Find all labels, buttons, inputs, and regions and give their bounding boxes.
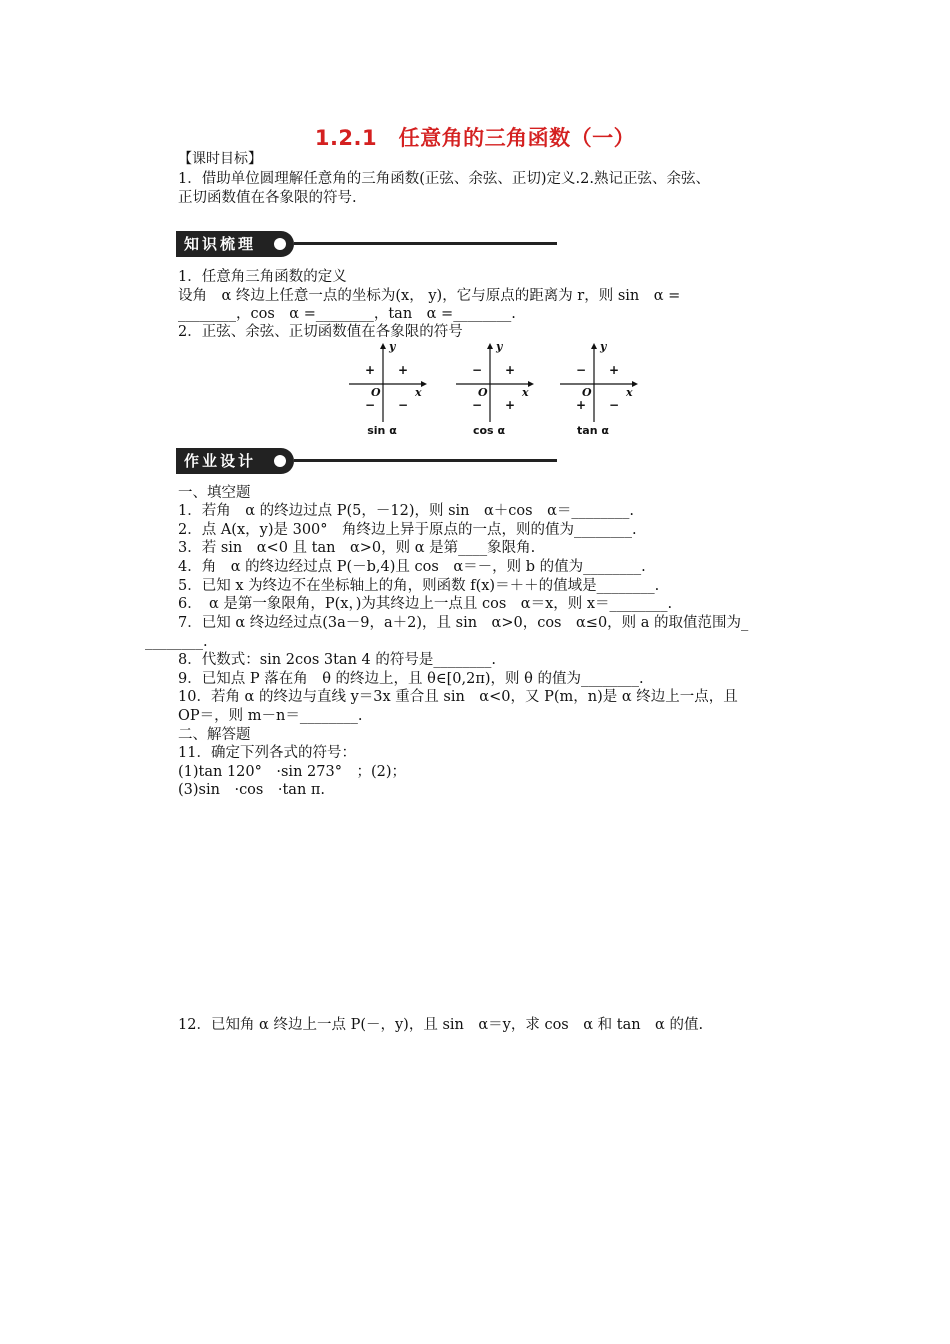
question-6: 6． α 是第一象限角，P(x，)为其终边上一点且 cos α＝x，则 x＝________. [178,596,673,612]
question-4: 4．角 α 的终边经过点 P(－b,4)且 cos α＝－，则 b 的值为________. [178,559,646,575]
page-title: 1.2.1 任意角的三角函数（一） [314,126,636,150]
banner-label: 知识梳理 [176,231,294,257]
origin-label: O [582,386,592,399]
question-10-cont: OP＝，则 m－n＝________. [178,708,363,724]
y-axis-label: y [389,340,396,353]
origin-label: O [478,386,488,399]
banner-dot-icon [274,238,286,250]
knowledge-item-2: 2．正弦、余弦、正切函数值在各象限的符号 [178,324,463,340]
banner-rule [294,242,557,245]
diagram-caption: cos α [472,424,505,437]
y-axis-label: y [496,340,503,353]
sign-diagram-sin [343,340,433,440]
question-12: 12．已知角 α 终边上一点 P(－，y)，且 sin α＝y，求 cos α 和 tan α 的值. [178,1017,704,1033]
sign-diagram-cos [450,340,540,440]
quadrant-4-sign: + [505,398,516,412]
x-axis-label: x [522,386,529,399]
banner-rule [294,459,557,462]
question-7-blank: ________. [145,634,208,650]
question-5: 5．已知 x 为终边不在坐标轴上的角，则函数 f(x)＝＋＋的值域是________. [178,578,660,594]
goal-heading: 【课时目标】 [178,151,262,167]
goal-line-1: 1．借助单位圆理解任意角的三角函数(正弦、余弦、正切)定义.2.熟记正弦、余弦、 [178,171,710,187]
x-axis-label: x [415,386,422,399]
part-2-heading: 二、解答题 [178,727,251,743]
question-2: 2．点 A(x，y)是 300° 角终边上异于原点的一点，则的值为________. [178,522,637,538]
origin-label: O [371,386,381,399]
definition-line-1: 设角 α 终边上任意一点的坐标为(x， y)，它与原点的距离为 r，则 sin α = [178,288,681,304]
quadrant-1-sign: + [398,363,409,377]
quadrant-4-sign: − [398,398,409,412]
quadrant-2-sign: − [576,363,587,377]
quadrant-1-sign: + [505,363,516,377]
quadrant-2-sign: − [472,363,483,377]
question-11-part-1-2: (1)tan 120° ·sin 273° ；(2)； [178,764,406,780]
question-1: 1．若角 α 的终边过点 P(5，－12)，则 sin α＋cos α＝________. [178,503,634,519]
quadrant-3-sign: − [365,398,376,412]
sign-diagram-tan [554,340,644,440]
question-9: 9．已知点 P 落在角 θ 的终边上，且 θ∈[0,2π)，则 θ 的值为________. [178,671,644,687]
definition-line-2: ________，cos α =________，tan α =________. [178,306,516,322]
x-axis-label: x [626,386,633,399]
question-11-part-3: (3)sin ·cos ·tan π. [178,782,326,798]
quadrant-4-sign: − [609,398,620,412]
y-axis-label: y [600,340,607,353]
quadrant-1-sign: + [609,363,620,377]
quadrant-2-sign: + [365,363,376,377]
diagram-caption: tan α [577,424,609,437]
part-1-heading: 一、填空题 [178,485,251,501]
goal-line-2: 正切函数值在各象限的符号. [178,190,357,206]
banner-label: 作业设计 [176,448,294,474]
question-8: 8．代数式：sin 2cos 3tan 4 的符号是________. [178,652,496,668]
banner-dot-icon [274,455,286,467]
question-11: 11．确定下列各式的符号： [178,745,356,761]
question-7: 7．已知 α 终边经过点(3a－9，a＋2)，且 sin α>0，cos α≤0，则 a 的取值范围为_ [178,615,749,631]
question-3: 3．若 sin α<0 且 tan α>0，则 α 是第____象限角. [178,540,536,556]
quadrant-3-sign: + [576,398,587,412]
knowledge-item-1: 1．任意角三角函数的定义 [178,269,347,285]
section-banner-knowledge [176,231,561,259]
quadrant-3-sign: − [472,398,483,412]
section-banner-homework [176,448,561,476]
diagram-caption: sin α [367,424,397,437]
question-10: 10．若角 α 的终边与直线 y＝3x 重合且 sin α<0，又 P(m，n)是 α 终边上一点，且 [178,689,738,705]
